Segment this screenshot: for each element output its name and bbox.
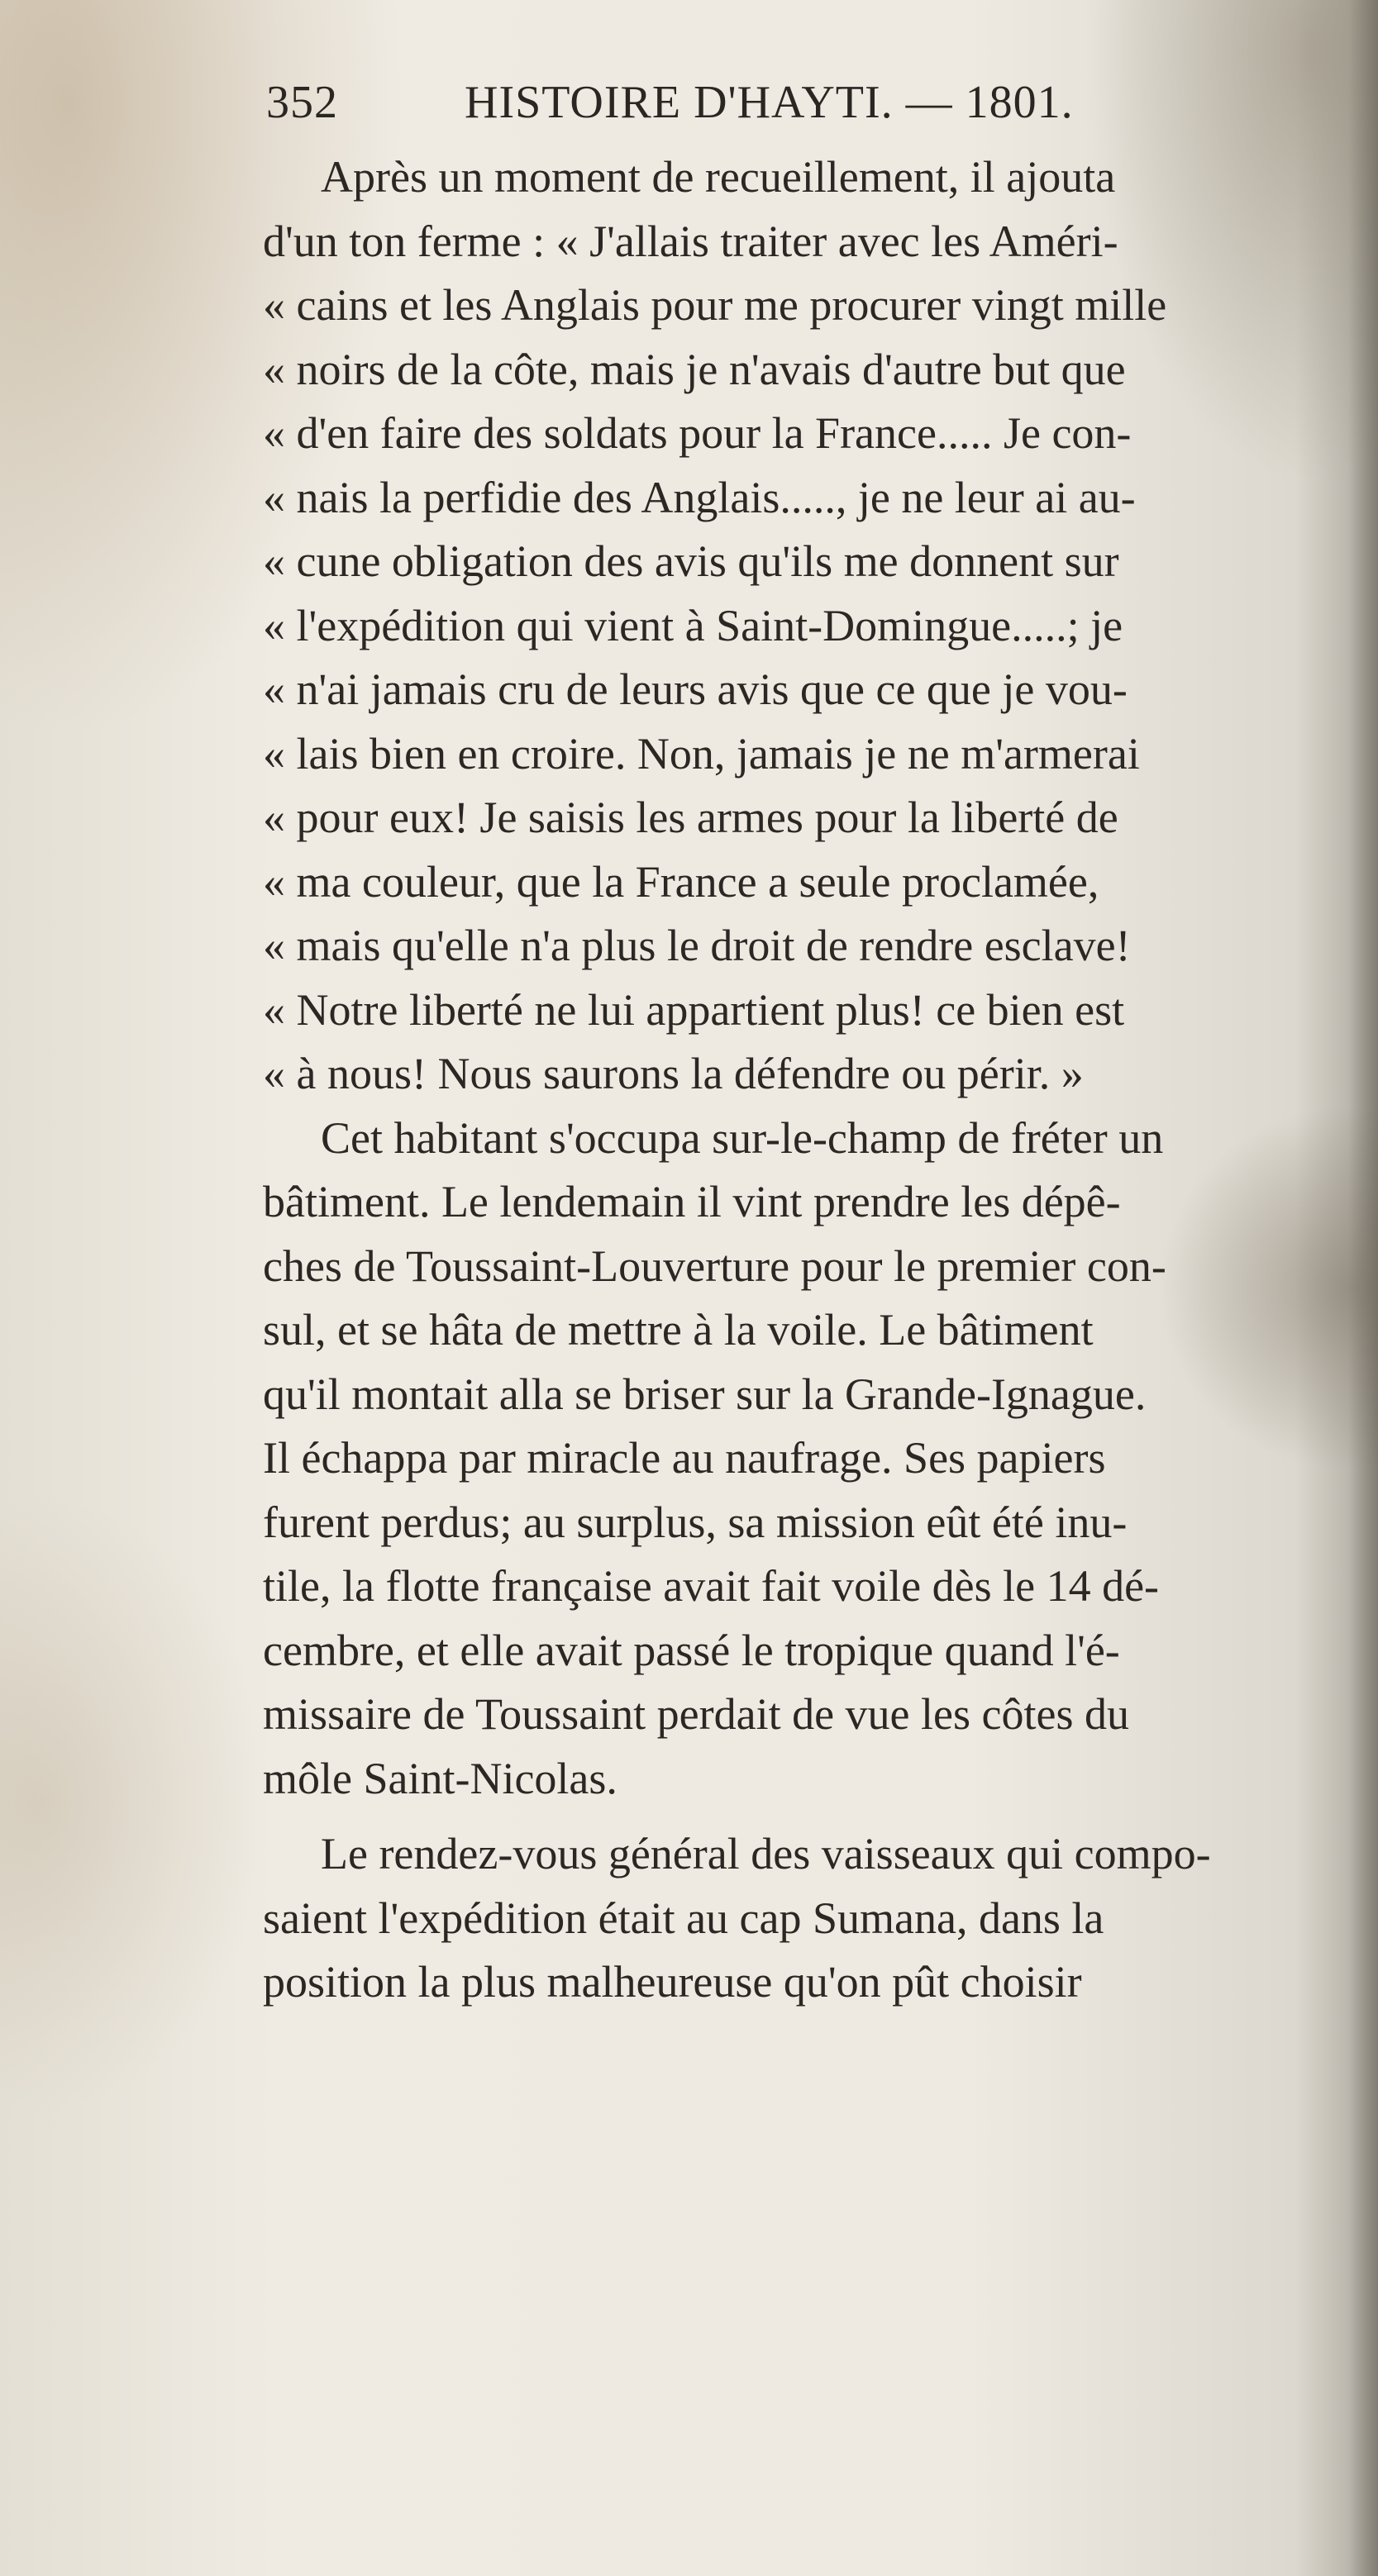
- text-line: « nais la perfidie des Anglais....., je ne leur ai au-: [263, 472, 1136, 522]
- text-line: qu'il montait alla se briser sur la Grande-Ignague.: [263, 1369, 1147, 1419]
- text-line: « Notre liberté ne lui appartient plus! ce bien est: [263, 984, 1125, 1035]
- text-line: Il échappa par miracle au naufrage. Ses papiers: [263, 1433, 1106, 1483]
- text-line: missaire de Toussaint perdait de vue les côtes du: [263, 1689, 1129, 1739]
- text-line: sul, et se hâta de mettre à la voile. Le bâtiment: [263, 1305, 1094, 1355]
- text-line: Après un moment de recueillement, il ajouta: [321, 152, 1116, 202]
- paragraph: [263, 1107, 1337, 1812]
- text-line: « cune obligation des avis qu'ils me donnent sur: [263, 536, 1119, 586]
- page-number: 352: [266, 77, 338, 128]
- running-title: HISTOIRE D'HAYTI. — 1801.: [465, 77, 1074, 128]
- text-line: « noirs de la côte, mais je n'avais d'autre but que: [263, 344, 1126, 394]
- text-line: « à nous! Nous saurons la défendre ou périr. »: [263, 1049, 1084, 1098]
- page-gutter-shadow: [1348, 0, 1378, 2576]
- text-line: tile, la flotte française avait fait voile dès le 14 dé-: [263, 1561, 1160, 1611]
- text-line: « d'en faire des soldats pour la France..... Je con-: [263, 408, 1132, 458]
- text-line: « lais bien en croire. Non, jamais je ne m'armerai: [263, 728, 1140, 779]
- text-line: môle Saint-Nicolas.: [263, 1753, 617, 1803]
- paragraph: [263, 145, 1337, 1107]
- text-line: « n'ai jamais cru de leurs avis que ce que je vou-: [263, 664, 1128, 714]
- text-line: cembre, et elle avait passé le tropique quand l'é-: [263, 1625, 1120, 1675]
- text-line: furent perdus; au surplus, sa mission eût été inu-: [263, 1497, 1128, 1547]
- text-line: ches de Toussaint-Louverture pour le premier con-: [263, 1240, 1166, 1291]
- running-header: [266, 76, 1200, 129]
- text-line: « ma couleur, que la France a seule proclamée,: [263, 856, 1099, 907]
- paragraph-gap: [263, 1811, 1337, 1822]
- text-line: « l'expédition qui vient à Saint-Domingue.....; je: [263, 600, 1123, 650]
- text-line: « mais qu'elle n'a plus le droit de rendre esclave!: [263, 921, 1131, 970]
- text-line: saient l'expédition était au cap Sumana, dans la: [263, 1893, 1104, 1943]
- text-line: « pour eux! Je saisis les armes pour la liberté de: [263, 793, 1118, 842]
- body-text: [263, 145, 1337, 2015]
- paragraph: [263, 1822, 1337, 2015]
- text-line: bâtiment. Le lendemain il vint prendre les dépê-: [263, 1177, 1121, 1226]
- text-line: position la plus malheureuse qu'on pût choisir: [263, 1957, 1082, 2007]
- text-line: Le rendez-vous général des vaisseaux qui compo-: [321, 1829, 1211, 1878]
- text-line: d'un ton ferme : « J'allais traiter avec les Améri-: [263, 216, 1118, 266]
- text-line: « cains et les Anglais pour me procurer vingt mille: [263, 280, 1167, 330]
- text-line: Cet habitant s'occupa sur-le-champ de fréter un: [321, 1112, 1164, 1163]
